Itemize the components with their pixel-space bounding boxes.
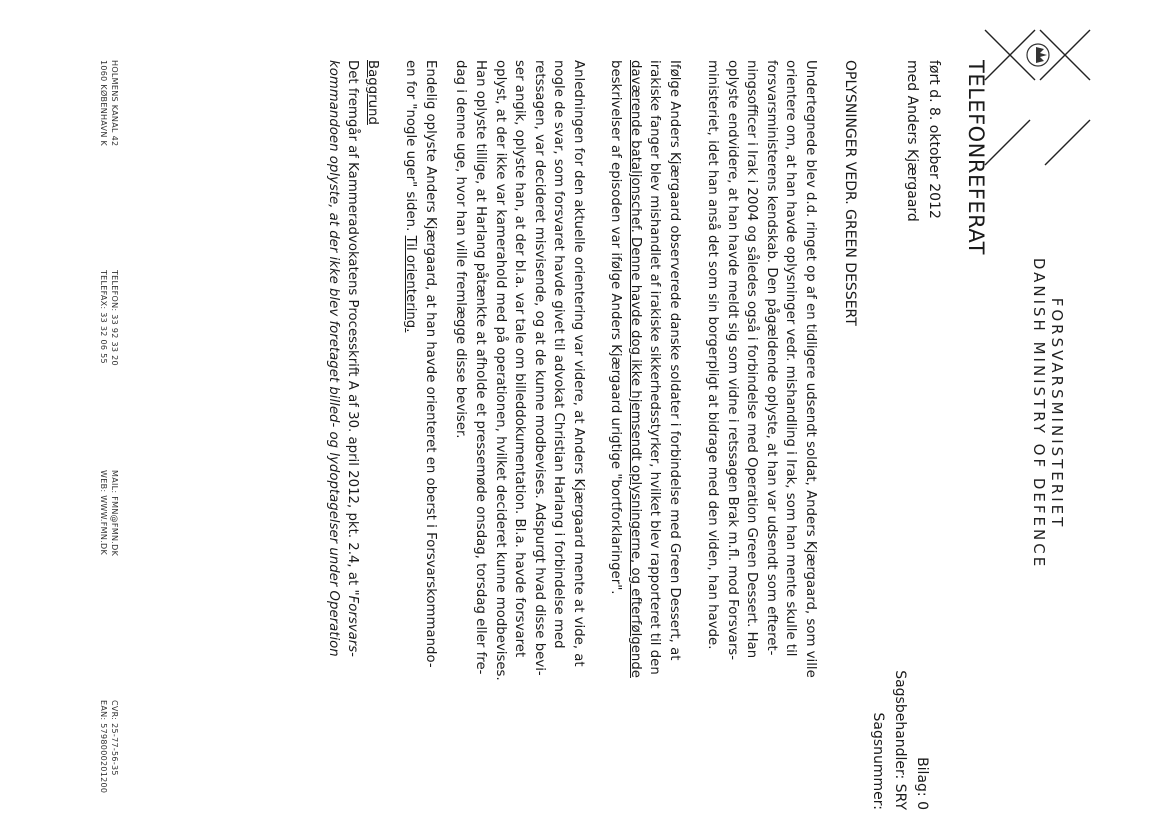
- ean-line: EAN: 5798000201200: [99, 700, 108, 794]
- case-number-label: Sagsnummer:: [870, 712, 886, 810]
- text-line: kommandoen oplyste, at der ikke blev foretaget billed- og lydoptagelser under Operation: [325, 60, 341, 657]
- paragraph-2: [606, 60, 684, 760]
- web-line: WEB: WWW.FMN.DK: [99, 470, 108, 555]
- text-line: nogle de svar, som forsvaret havde givet til advokat Christian Harlang i forbindelse med: [551, 60, 567, 649]
- text-line: Undertegnede blev d.d. ringet op af en tidligere udsendt soldat, Anders Kjærgaard, som ville: [803, 60, 818, 678]
- text-line: forsvarsministerens kendskab. Den pågældende oplyste, at han var udsendt som efteret-: [763, 60, 779, 656]
- recipient-line: med Anders Kjærgaard: [904, 60, 920, 222]
- text-line: retssagen, var decideret misvisende, og at de kunne modbevises. Adspurgt hvad disse bevi-: [531, 60, 547, 676]
- text-line: beskrivelser af episoden var ifølge Anders Kjærgaard urigtige "bortforklaringer".: [608, 60, 624, 595]
- paragraph-3: [451, 60, 588, 760]
- footer-address: [98, 60, 120, 146]
- text-line: Anledningen for den aktuelle orientering var videre, at Anders Kjærgaard mente at vide, at: [571, 60, 586, 667]
- text-line: oplyste endvidere, at han havde meldt sig som vidne i retssagen Brak m.fl. mod Forsvars-: [724, 60, 740, 661]
- paragraph-5: [323, 60, 382, 760]
- text-line: ningsofficer i Irak i 2004 og således også i forbindelse med Operation Green Dessert. Han: [744, 60, 760, 659]
- text-line: ser angik, oplyste han, at der bl.a. var tale om billeddokumentation. Bl.a. havde forsvaret: [512, 60, 528, 658]
- address-line: 1060 KØBENHAVN K: [99, 60, 108, 146]
- text-line: Endelig oplyste Anders Kjærgaard, at han havde orienteret en oberst i Forsvarskommando-: [423, 60, 438, 668]
- text-line: ministeriet, idet han anså det som sin borgerpligt at bidrage med den viden, han havde.: [705, 60, 721, 650]
- text-fragment: Det fremgår af Kammeradvokatens Processkrift A af 30. april 2012, pkt. 2.4, at: [345, 60, 361, 586]
- date-line: ført d. 8. oktober 2012: [926, 60, 942, 219]
- paragraph-1: [702, 60, 820, 760]
- quote-fragment: "Forsvars-: [345, 589, 361, 657]
- text-fragment: en for "nogle uger" siden.: [403, 60, 419, 232]
- mail-line: MAIL: FMN@FMN.DK: [110, 470, 119, 557]
- footer-phone: [98, 270, 120, 366]
- ministry-name: [1030, 0, 1066, 827]
- background-heading: Baggrund: [365, 60, 380, 125]
- text-line: [343, 60, 363, 760]
- cvr-line: CVR: 25-77-56-35: [110, 700, 119, 776]
- ministry-name-danish: FORSVARSMINISTERIET: [1048, 297, 1066, 530]
- footer-web: [98, 470, 120, 556]
- text-line: daværende bataljonschef. Denne havde dog ikke hjemsendt oplysningerne, og efterfølgende: [627, 60, 643, 678]
- orientation-note: Til orientering.: [403, 235, 419, 333]
- bilag-label: Bilag: 0: [914, 757, 930, 810]
- text-line: dag i denne uge, hvor han ville fremlægge disse beviser.: [453, 60, 469, 439]
- fax-line: TELEFAX: 33 32 06 55: [99, 270, 108, 364]
- section-title: OPLYSNINGER VEDR. GREEN DESSERT: [842, 60, 858, 326]
- paragraph-4: [401, 60, 440, 760]
- footer-registration: [98, 700, 120, 793]
- text-line: oplyst, at der ikke var kamerahold med på operationen, hvilket decideret kunne modbevises.: [492, 60, 508, 681]
- document-title: TELEFONREFERAT: [964, 60, 988, 255]
- text-line: Ifølge Anders Kjærgaard observerede danske soldater i forbindelse med Green Dessert, at: [667, 60, 682, 661]
- text-line: Han oplyste tillige, at Harlang påtænkte at afholde et pressemøde onsdag, torsdag eller fre-: [473, 60, 489, 675]
- text-line: irakiske fanger blev mishandlet af irakiske sikkerhedsstyrker, hvilket blev rapporteret til den: [647, 60, 663, 675]
- ministry-name-english: DANISH MINISTRY OF DEFENCE: [1030, 257, 1048, 570]
- text-line: orientere om, at han havde oplysninger vedr. mishandling i Irak, som han mente skulle til: [783, 60, 799, 657]
- phone-line: TELEFON: 33 92 33 20: [110, 270, 119, 366]
- case-officer-label: Sagsbehandler: SRY: [892, 670, 908, 810]
- address-line: HOLMENS KANAL 42: [110, 60, 119, 147]
- text-line: [401, 60, 421, 760]
